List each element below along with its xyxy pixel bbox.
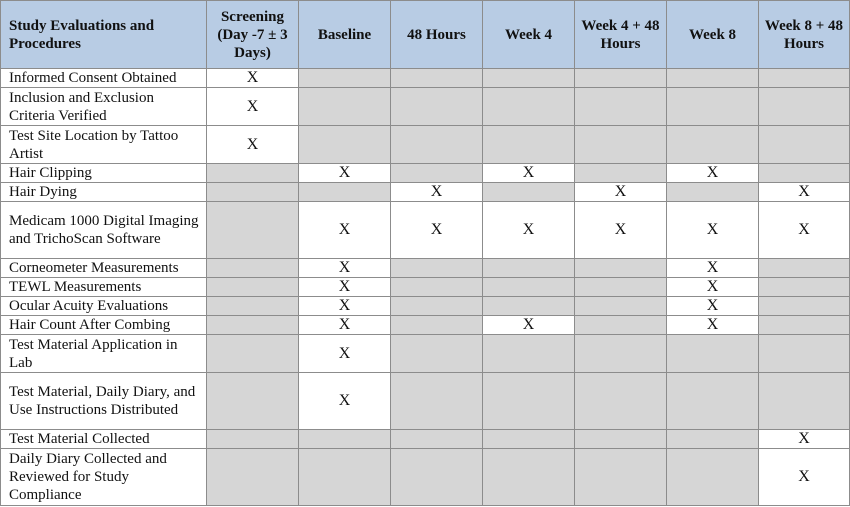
table-row <box>1 259 850 278</box>
procedure-label: Hair Dying <box>1 183 207 202</box>
schedule-cell <box>391 259 483 278</box>
table-row <box>1 202 850 259</box>
schedule-cell <box>207 335 299 373</box>
schedule-cell <box>667 69 759 88</box>
schedule-cell <box>575 430 667 449</box>
schedule-mark: X <box>299 335 391 373</box>
schedule-cell <box>759 316 850 335</box>
schedule-cell <box>391 88 483 126</box>
procedure-label: Corneometer Measurements <box>1 259 207 278</box>
schedule-mark: X <box>299 164 391 183</box>
procedure-label: Hair Clipping <box>1 164 207 183</box>
table-row <box>1 430 850 449</box>
schedule-cell <box>483 278 575 297</box>
schedule-cell <box>575 373 667 430</box>
schedule-mark: X <box>299 373 391 430</box>
table-row <box>1 88 850 126</box>
schedule-cell <box>759 335 850 373</box>
schedule-cell <box>667 430 759 449</box>
schedule-cell <box>575 126 667 164</box>
schedule-cell <box>575 164 667 183</box>
schedule-cell <box>483 449 575 506</box>
procedure-label: Ocular Acuity Evaluations <box>1 297 207 316</box>
schedule-mark: X <box>575 183 667 202</box>
schedule-cell <box>207 183 299 202</box>
schedule-mark: X <box>667 259 759 278</box>
schedule-cell <box>299 126 391 164</box>
schedule-cell <box>391 126 483 164</box>
schedule-cell <box>483 183 575 202</box>
schedule-cell <box>299 430 391 449</box>
table-row <box>1 297 850 316</box>
schedule-cell <box>759 278 850 297</box>
procedure-label: Informed Consent Obtained <box>1 69 207 88</box>
table-row <box>1 183 850 202</box>
schedule-mark: X <box>391 202 483 259</box>
schedule-mark: X <box>759 430 850 449</box>
schedule-mark: X <box>299 316 391 335</box>
schedule-mark: X <box>299 259 391 278</box>
schedule-cell <box>207 373 299 430</box>
schedule-cell <box>207 297 299 316</box>
schedule-cell <box>759 69 850 88</box>
schedule-cell <box>667 183 759 202</box>
table-row <box>1 373 850 430</box>
schedule-cell <box>391 69 483 88</box>
table-body <box>1 69 850 506</box>
schedule-cell <box>483 88 575 126</box>
schedule-cell <box>575 278 667 297</box>
table-header-row <box>1 1 850 69</box>
procedure-label: TEWL Measurements <box>1 278 207 297</box>
schedule-cell <box>391 449 483 506</box>
schedule-cell <box>483 335 575 373</box>
schedule-cell <box>483 126 575 164</box>
procedure-label: Test Material Collected <box>1 430 207 449</box>
schedule-cell <box>575 335 667 373</box>
schedule-cell <box>575 316 667 335</box>
schedule-cell <box>391 335 483 373</box>
schedule-mark: X <box>207 88 299 126</box>
schedule-mark: X <box>483 316 575 335</box>
table-row <box>1 449 850 506</box>
schedule-cell <box>207 430 299 449</box>
header-week-4: Week 4 <box>483 1 575 69</box>
schedule-cell <box>483 373 575 430</box>
schedule-mark: X <box>667 164 759 183</box>
header-baseline: Baseline <box>299 1 391 69</box>
schedule-cell <box>207 259 299 278</box>
schedule-mark: X <box>667 278 759 297</box>
schedule-mark: X <box>759 202 850 259</box>
schedule-cell <box>667 335 759 373</box>
schedule-mark: X <box>759 183 850 202</box>
schedule-cell <box>207 316 299 335</box>
schedule-cell <box>483 69 575 88</box>
schedule-cell <box>391 297 483 316</box>
schedule-cell <box>391 278 483 297</box>
schedule-cell <box>207 449 299 506</box>
schedule-cell <box>575 449 667 506</box>
schedule-cell <box>667 449 759 506</box>
schedule-mark: X <box>207 126 299 164</box>
schedule-cell <box>391 430 483 449</box>
schedule-mark: X <box>483 202 575 259</box>
schedule-cell <box>759 164 850 183</box>
schedule-mark: X <box>575 202 667 259</box>
schedule-mark: X <box>299 202 391 259</box>
schedule-mark: X <box>667 297 759 316</box>
schedule-cell <box>299 69 391 88</box>
schedule-cell <box>667 373 759 430</box>
procedure-label: Hair Count After Combing <box>1 316 207 335</box>
header-48-hours: 48 Hours <box>391 1 483 69</box>
header-week-4-48-hours: Week 4 + 48 Hours <box>575 1 667 69</box>
schedule-cell <box>391 373 483 430</box>
schedule-cell <box>667 88 759 126</box>
schedule-cell <box>667 126 759 164</box>
schedule-cell <box>299 88 391 126</box>
schedule-cell <box>575 88 667 126</box>
schedule-cell <box>391 316 483 335</box>
schedule-mark: X <box>667 202 759 259</box>
procedure-label: Test Material, Daily Diary, and Use Instructions Distributed <box>1 373 207 430</box>
schedule-mark: X <box>207 69 299 88</box>
table-row <box>1 69 850 88</box>
schedule-cell <box>391 164 483 183</box>
schedule-cell <box>483 430 575 449</box>
schedule-mark: X <box>483 164 575 183</box>
schedule-cell <box>207 278 299 297</box>
schedule-cell <box>299 449 391 506</box>
schedule-mark: X <box>299 297 391 316</box>
schedule-cell <box>575 69 667 88</box>
header-week-8: Week 8 <box>667 1 759 69</box>
procedure-label: Inclusion and Exclusion Criteria Verified <box>1 88 207 126</box>
schedule-cell <box>207 202 299 259</box>
table-row <box>1 164 850 183</box>
schedule-cell <box>483 259 575 278</box>
schedule-cell <box>207 164 299 183</box>
schedule-mark: X <box>299 278 391 297</box>
schedule-cell <box>759 126 850 164</box>
table-row <box>1 335 850 373</box>
procedure-label: Daily Diary Collected and Reviewed for Study Compliance <box>1 449 207 506</box>
schedule-cell <box>575 259 667 278</box>
header-screening: Screening (Day -7 ± 3 Days) <box>207 1 299 69</box>
schedule-cell <box>759 373 850 430</box>
schedule-cell <box>483 297 575 316</box>
schedule-mark: X <box>391 183 483 202</box>
schedule-cell <box>299 183 391 202</box>
table-row <box>1 278 850 297</box>
schedule-cell <box>759 259 850 278</box>
header-week-8-48-hours: Week 8 + 48 Hours <box>759 1 850 69</box>
procedure-label: Test Site Location by Tattoo Artist <box>1 126 207 164</box>
procedure-label: Test Material Application in Lab <box>1 335 207 373</box>
table-row <box>1 126 850 164</box>
header-procedures: Study Evaluations and Procedures <box>1 1 207 69</box>
schedule-cell <box>759 88 850 126</box>
schedule-mark: X <box>667 316 759 335</box>
schedule-mark: X <box>759 449 850 506</box>
table-row <box>1 316 850 335</box>
procedure-label: Medicam 1000 Digital Imaging and TrichoScan Software <box>1 202 207 259</box>
schedule-cell <box>575 297 667 316</box>
schedule-cell <box>759 297 850 316</box>
